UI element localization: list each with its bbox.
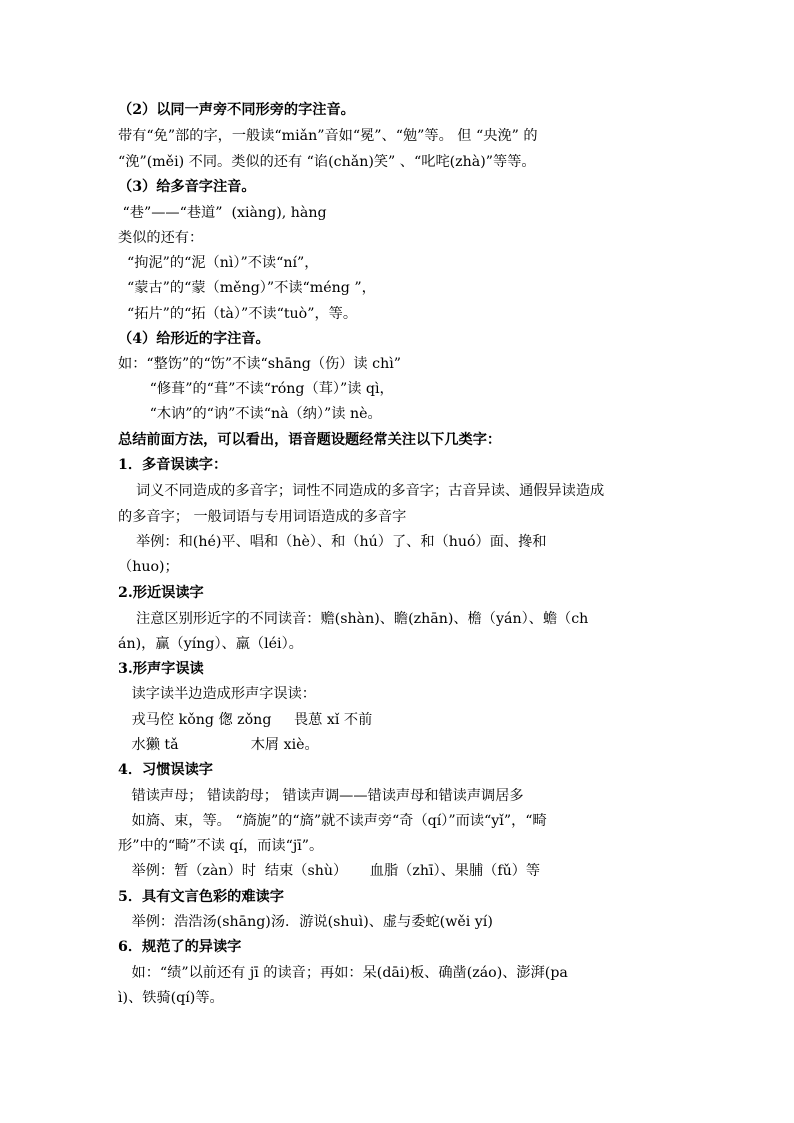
text-line: 形”中的“畸”不读 qí，而读“jī”。: [118, 838, 324, 854]
text-line: “浼”(měi) 不同。类似的还有 “谄(chǎn)笑” 、“叱咤(zhà)”等等。: [118, 154, 536, 170]
text-line: 戎马倥 kǒng 偬 zǒng 畏葸 xǐ 不前: [118, 712, 373, 728]
text-line: 读字读半边造成形声字误读：: [118, 686, 316, 702]
text-line: “拘泥”的“泥（nì）”不读“ní”，: [118, 255, 319, 271]
heading-item-1: 1．多音误读字：: [118, 457, 228, 473]
text-line: 水獭 tǎ 木屑 xiè。: [118, 737, 319, 753]
text-line: “蒙古”的“蒙（měng）”不读“méng ”，: [118, 280, 376, 296]
heading-section-4: （4）给形近的字注音。: [118, 331, 270, 347]
text-line: 的多音字； 一般词语与专用词语造成的多音字: [118, 509, 407, 525]
heading-item-5: 5．具有文言色彩的难读字: [118, 889, 284, 905]
text-line: 词义不同造成的多音字；词性不同造成的多音字；古音异读、通假异读造成: [118, 483, 605, 499]
heading-item-4: 4．习惯误读字: [118, 762, 213, 778]
heading-section-3: （3）给多音字注音。: [118, 179, 256, 195]
text-line: 类似的还有：: [118, 230, 204, 246]
text-line: “修葺”的“葺”不读“róng（茸）”读 qì，: [118, 381, 394, 397]
text-line: 举例：和(hé)平、唱和（hè）、和（hú）了、和（huó）面、搀和: [118, 534, 547, 550]
text-line: 带有“免”部的字，一般读“miǎn”音如“冕”、“勉”等。 但 “央浼” 的: [118, 128, 538, 144]
text-line: 举例：浩浩汤(shāng)汤．游说(shuì)、虚与委蛇(wěi yí): [118, 914, 493, 930]
text-line: án)，赢（yíng）、羸（léi）。: [118, 636, 303, 652]
text-line: 如：“绩”以前还有 jī 的读音；再如：呆(dāi)板、确凿(záo)、澎湃(pa: [118, 965, 568, 981]
heading-item-6: 6．规范了的异读字: [118, 939, 242, 955]
text-line: “巷”——“巷道” (xiàng), hàng: [118, 205, 327, 221]
heading-section-2: （2）以同一声旁不同形旁的字注音。: [118, 102, 355, 118]
text-line: （huo)；: [118, 559, 179, 575]
text-line: ì)、铁骑(qí)等。: [118, 990, 224, 1006]
text-line: “木讷”的“讷”不读“nà（纳）”读 nè。: [118, 406, 382, 422]
text-line: 举例：暂（zàn）时 结束（shù） 血脂（zhī）、果脯（fǔ）等: [118, 863, 541, 879]
heading-item-3: 3.形声字误读: [118, 661, 204, 677]
text-line: 如：“整饬”的“饬”不读“shāng（伤）读 chì”: [118, 356, 401, 372]
text-line: “拓片”的“拓（tà）”不读“tuò”，等。: [118, 306, 358, 322]
text-line: 如旖、束，等。 “旖旎”的“旖”就不读声旁“奇（qí）”而读“yǐ”，“畸: [118, 813, 547, 829]
heading-item-2: 2.形近误读字: [118, 585, 204, 601]
summary-heading: 总结前面方法，可以看出，语音题设题经常关注以下几类字：: [118, 432, 502, 448]
text-line: 错读声母； 错读韵母； 错读声调——错读声母和错读声调居多: [118, 788, 524, 804]
text-line: 注意区别形近字的不同读音：赡(shàn)、瞻(zhān)、檐（yán）、蟾（ch: [118, 611, 589, 627]
